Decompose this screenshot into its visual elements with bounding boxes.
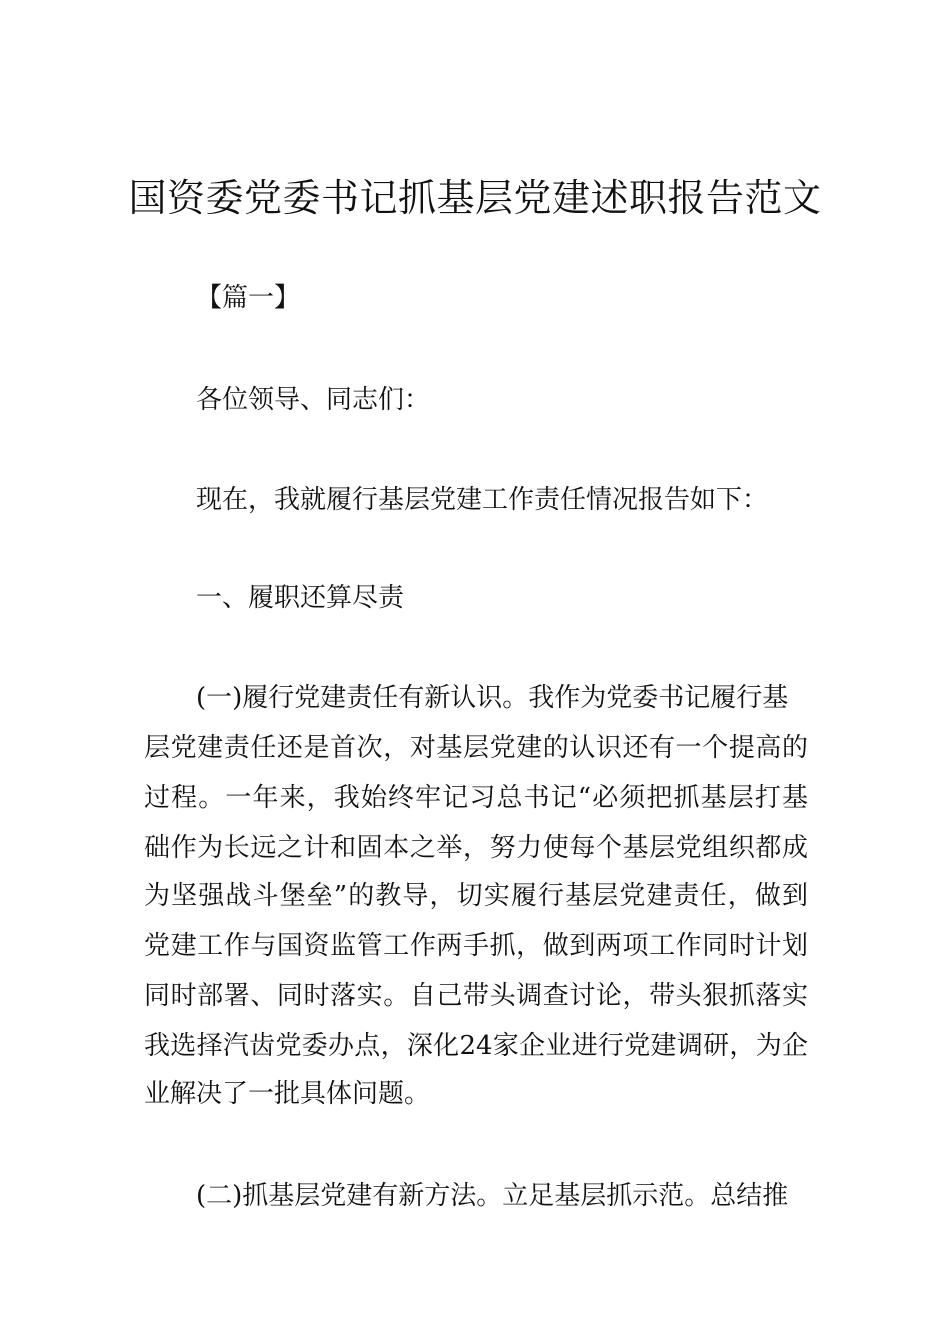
paragraph-line: (一)履行党建责任有新认识。我作为党委书记履行基 bbox=[196, 683, 789, 713]
paragraph-line: (二)抓基层党建有新方法。立足基层抓示范。总结推 bbox=[196, 1181, 789, 1211]
paragraph-line: 为坚强战斗堡垒”的教导，切实履行基层党建责任，做到 bbox=[144, 881, 808, 911]
salutation: 各位领导、同志们： bbox=[196, 385, 431, 415]
intro-text: 现在，我就履行基层党建工作责任情况报告如下： bbox=[196, 485, 769, 515]
paragraph-line: 层党建责任还是首次，对基层党建的认识还有一个提高的 bbox=[144, 733, 808, 763]
paragraph-line: 党建工作与国资监管工作两手抓，做到两项工作同时计划 bbox=[144, 931, 808, 961]
section-label: 【篇一】 bbox=[196, 283, 301, 313]
paragraph-line: 过程。一年来，我始终牢记习总书记“必须把抓基层打基 bbox=[144, 783, 808, 813]
paragraph-line: 业解决了一批具体问题。 bbox=[144, 1079, 431, 1109]
paragraph-line: 同时部署、同时落实。自己带头调查讨论，带头狠抓落实 bbox=[144, 981, 808, 1011]
paragraph-line: 我选择汽齿党委办点，深化24家企业进行党建调研，为企 bbox=[144, 1031, 808, 1061]
section-heading: 一、履职还算尽责 bbox=[196, 583, 405, 613]
document-title: 国资委党委书记抓基层党建述职报告范文 bbox=[128, 176, 822, 220]
paragraph-line: 础作为长远之计和固本之举，努力使每个基层党组织都成 bbox=[144, 833, 808, 863]
